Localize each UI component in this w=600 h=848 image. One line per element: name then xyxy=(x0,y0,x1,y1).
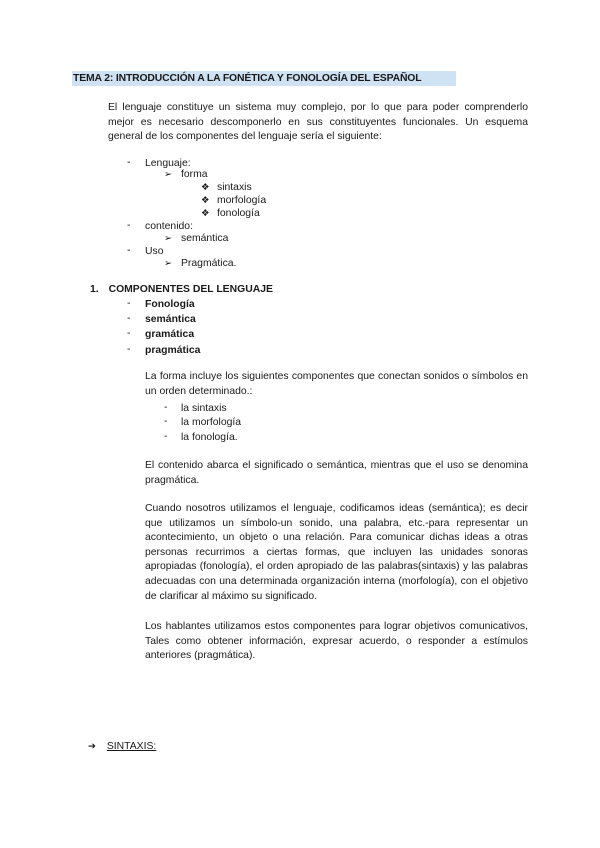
forma-list-item: la fonología. xyxy=(181,432,238,443)
scheme-lenguaje: Lenguaje: xyxy=(145,158,191,169)
hablantes-paragraph: Los hablantes utilizamos estos componentes para lograr objetivos comunicativos, Tales como obtener información, expresar acuerdo, o responder a estímulos anteriores (pragmática). xyxy=(145,621,528,662)
dash-bullet: - xyxy=(164,402,168,413)
intro-paragraph: El lenguaje constituye un sistema muy complejo, por lo que para poder comprenderlo mejor es necesario descomponerlo en sus constituyentes funcionales. Un esquema general de los componentes del lenguaje sería el siguiente: xyxy=(108,102,528,143)
arrow-bullet-icon: ➢ xyxy=(164,233,172,244)
dash-bullet: - xyxy=(164,431,168,442)
component-item: semántica xyxy=(145,314,196,325)
arrow-bullet-icon: ➢ xyxy=(164,258,172,269)
document-title: TEMA 2: INTRODUCCIÓN A LA FONÉTICA Y FONOLOGÍA DEL ESPAÑOL xyxy=(72,71,456,86)
dash-bullet: - xyxy=(127,220,131,231)
diamond-bullet-icon: ❖ xyxy=(201,182,210,193)
dash-bullet: - xyxy=(127,157,131,168)
contenido-paragraph: El contenido abarca el significado o semántica, mientras que el uso se denomina pragmática. xyxy=(145,460,528,486)
component-item: pragmática xyxy=(145,345,201,356)
section-title: COMPONENTES DEL LENGUAJE xyxy=(108,284,273,295)
sintaxis-title: SINTAXIS: xyxy=(106,741,157,752)
forma-paragraph: La forma incluye los siguientes componentes que conectan sonidos o símbolos en un orden determinado.: xyxy=(145,371,528,397)
scheme-pragmatica: Pragmática. xyxy=(181,258,237,269)
scheme-forma-item: fonología xyxy=(217,208,260,219)
scheme-forma: forma xyxy=(181,169,208,180)
scheme-forma-item: sintaxis xyxy=(217,182,252,193)
scheme-uso: Uso xyxy=(145,246,164,257)
arrow-right-icon: ➔ xyxy=(88,741,96,752)
forma-list-item: la sintaxis xyxy=(181,403,227,414)
dash-bullet: - xyxy=(127,313,131,324)
dash-bullet: - xyxy=(127,328,131,339)
component-item: Fonología xyxy=(145,299,195,310)
scheme-semantica: semántica xyxy=(181,233,229,244)
diamond-bullet-icon: ❖ xyxy=(201,208,210,219)
cuando-paragraph: Cuando nosotros utilizamos el lenguaje, codificamos ideas (semántica); es decir que utilizamos un símbolo-un sonido, una palabra, etc.-para representar un acontecimiento, un objeto o una relación. Para comunicar dichas ideas a otras personas recurrimos a ciertas formas, que incluyen las unidades sonoras apropiadas (fonología), el orden apropiado de las palabras(sintaxis) y las palabras adecuadas con una determinada organización interna (morfología), con el objetivo de clarificar al máximo su significado. xyxy=(145,503,528,602)
scheme-forma-item: morfología xyxy=(217,195,267,206)
dash-bullet: - xyxy=(127,298,131,309)
diamond-bullet-icon: ❖ xyxy=(201,195,210,206)
sintaxis-heading xyxy=(88,740,156,753)
scheme-contenido: contenido: xyxy=(145,221,193,232)
arrow-bullet-icon: ➢ xyxy=(164,169,172,180)
section-number: 1. xyxy=(90,284,99,295)
forma-list-item: la morfología xyxy=(181,417,242,428)
dash-bullet: - xyxy=(127,245,131,256)
component-item: gramática xyxy=(145,329,195,340)
dash-bullet: - xyxy=(164,416,168,427)
dash-bullet: - xyxy=(127,344,131,355)
section-heading xyxy=(90,283,273,296)
